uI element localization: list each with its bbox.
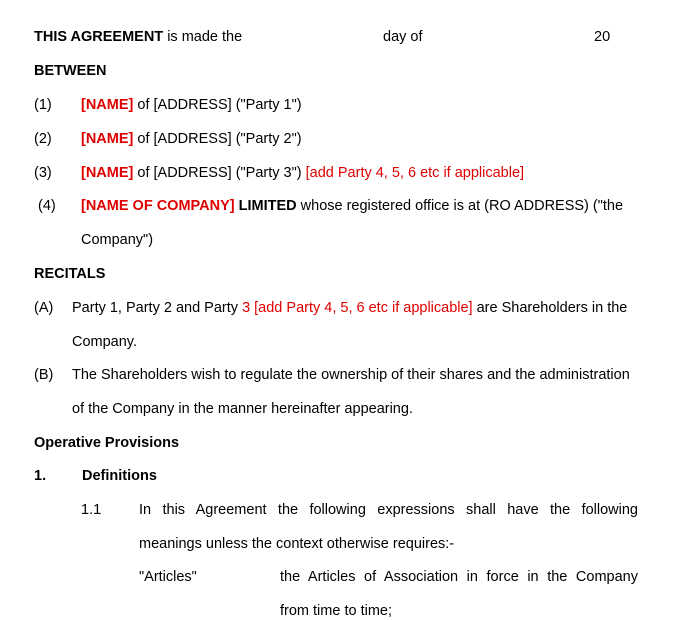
- company-office: whose registered office is at (RO ADDRESS) ("the: [296, 198, 624, 214]
- subclause-line: In this Agreement the following expressions shall have the following: [139, 502, 638, 518]
- party-line: [81, 96, 302, 114]
- intro-line: [34, 28, 242, 46]
- party-line: [81, 130, 302, 148]
- party-name: [NAME]: [81, 165, 134, 181]
- party-line: [81, 164, 524, 182]
- company-name: [NAME OF COMPANY]: [81, 198, 235, 214]
- party-address: of [ADDRESS] ("Party 1"): [133, 97, 302, 113]
- definition-term: "Articles": [139, 569, 197, 585]
- clause-title: Definitions: [82, 468, 157, 484]
- party-name: [NAME]: [81, 131, 134, 147]
- year-text: 20: [594, 29, 611, 45]
- party-note: [add Party 4, 5, 6 etc if applicable]: [305, 165, 525, 181]
- agreement-label: THIS AGREEMENT: [34, 29, 164, 45]
- recital-a-note: 3 [add Party 4, 5, 6 etc if applicable]: [242, 300, 473, 316]
- recital-a-text: Party 1, Party 2 and Party: [72, 300, 243, 316]
- party-number: (1): [34, 97, 52, 113]
- recital-b-number: (B): [34, 367, 54, 383]
- clause-number: 1.: [34, 468, 47, 484]
- definition-continuation: from time to time;: [280, 603, 392, 619]
- day-of-text: day of: [383, 29, 423, 45]
- company-number: (4): [38, 198, 56, 214]
- party-address: of [ADDRESS] ("Party 2"): [133, 131, 302, 147]
- made-the-text: is made the: [163, 29, 243, 45]
- recital-a-number: (A): [34, 300, 54, 316]
- subclause-continuation: meanings unless the context otherwise requires:-: [139, 536, 455, 552]
- company-limited: LIMITED: [234, 198, 297, 214]
- party-name: [NAME]: [81, 97, 134, 113]
- company-continuation: Company"): [81, 232, 154, 248]
- company-line: [81, 197, 623, 215]
- definition-text: the Articles of Association in force in the Company: [280, 569, 638, 585]
- operative-heading: Operative Provisions: [34, 435, 180, 451]
- recital-a-line: [72, 299, 627, 317]
- party-address: of [ADDRESS] ("Party 3"): [133, 165, 306, 181]
- recital-b-line: The Shareholders wish to regulate the ownership of their shares and the administration: [72, 367, 630, 383]
- party-number: (3): [34, 165, 52, 181]
- recitals-heading: RECITALS: [34, 266, 106, 282]
- recital-b-continuation: of the Company in the manner hereinafter appearing.: [72, 401, 413, 417]
- recital-a-end: are Shareholders in the: [472, 300, 628, 316]
- recital-a-continuation: Company.: [72, 334, 138, 350]
- subclause-number: 1.1: [81, 502, 102, 518]
- party-number: (2): [34, 131, 52, 147]
- between-heading: BETWEEN: [34, 63, 107, 79]
